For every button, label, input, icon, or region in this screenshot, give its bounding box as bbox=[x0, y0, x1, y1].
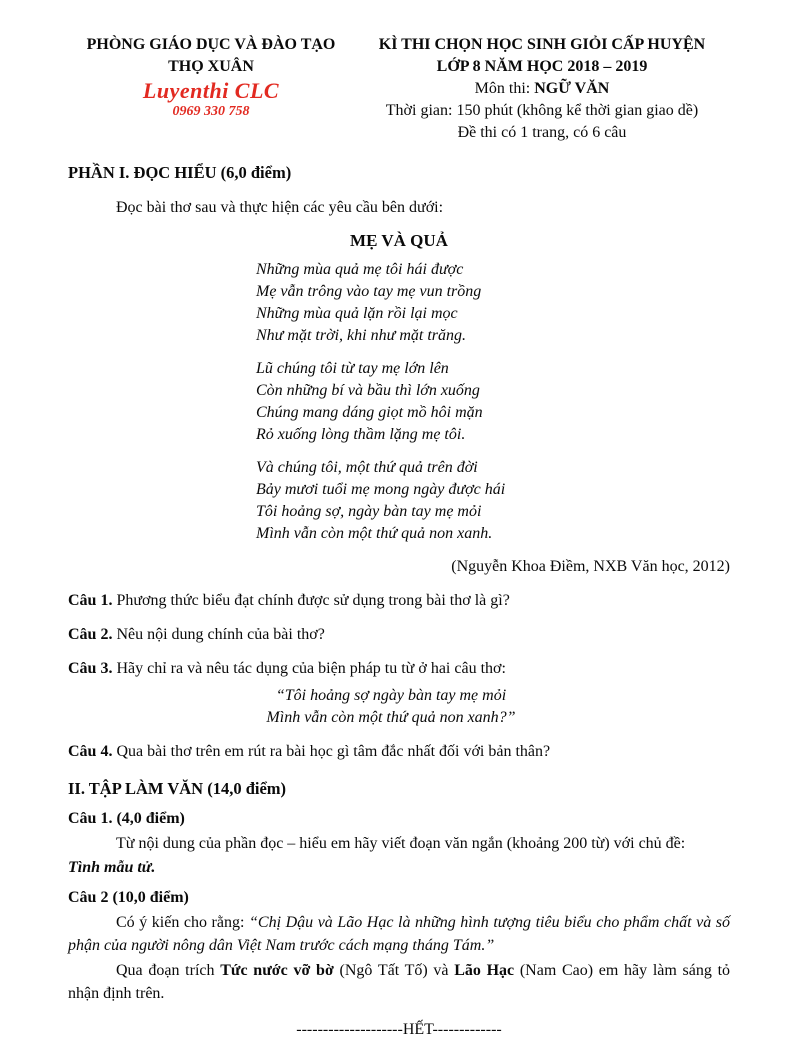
question-4-label: Câu 4. bbox=[68, 743, 113, 760]
poem bbox=[256, 259, 730, 545]
poem-stanza-2 bbox=[256, 358, 730, 446]
poem-line: Chúng mang dáng giọt mồ hôi mặn bbox=[256, 404, 483, 421]
part1-intro: Đọc bài thơ sau và thực hiện các yêu cầu bên dưới: bbox=[116, 199, 444, 216]
q2-task-seg2: (Ngô Tất Tố) và bbox=[333, 962, 455, 979]
question-1 bbox=[68, 590, 730, 612]
subject-value: NGỮ VĂN bbox=[534, 80, 610, 97]
poem-line: Mẹ vẫn trông vào tay mẹ vun trồng bbox=[256, 283, 482, 300]
question-3-quote bbox=[68, 685, 714, 729]
question-1-text: Phương thức biểu đạt chính được sử dụng trong bài thơ là gì? bbox=[116, 592, 510, 609]
part2-question-2-task bbox=[68, 959, 730, 1005]
poem-line: Như mặt trời, khi như mặt trăng. bbox=[256, 327, 466, 344]
part2-question-2-label: Câu 2 (10,0 điểm) bbox=[68, 889, 189, 906]
poem-line: Rỏ xuống lòng thầm lặng mẹ tôi. bbox=[256, 426, 466, 443]
subject-label: Môn thi: bbox=[474, 80, 535, 97]
poem-line: Những mùa quả lặn rồi lại mọc bbox=[256, 305, 458, 322]
question-3-label: Câu 3. bbox=[68, 660, 113, 677]
issuer-block bbox=[68, 34, 354, 120]
question-3 bbox=[68, 658, 730, 680]
exam-note-line: Đề thi có 1 trang, có 6 câu bbox=[457, 124, 627, 141]
q2-task-seg1: Qua đoạn trích bbox=[116, 962, 221, 979]
issuer-line2: THỌ XUÂN bbox=[168, 58, 254, 75]
poem-line: Còn những bí và bầu thì lớn xuống bbox=[256, 382, 480, 399]
q2-work-title-2: Lão Hạc bbox=[454, 962, 515, 979]
part2-question-1-label: Câu 1. (4,0 điểm) bbox=[68, 810, 185, 827]
quote-line: Mình vẫn còn một thứ quả non xanh?” bbox=[266, 709, 516, 726]
end-of-exam-marker: --------------------HẾT------------- bbox=[296, 1021, 502, 1038]
part1-heading: PHẦN I. ĐỌC HIỂU (6,0 điểm) bbox=[68, 163, 292, 182]
question-2-text: Nêu nội dung chính của bài thơ? bbox=[116, 626, 325, 643]
part2-heading: II. TẬP LÀM VĂN (14,0 điểm) bbox=[68, 779, 287, 798]
poem-line: Tôi hoảng sợ, ngày bàn tay mẹ mỏi bbox=[256, 503, 482, 520]
question-3-text: Hãy chỉ ra và nêu tác dụng của biện pháp tu từ ở hai câu thơ: bbox=[116, 660, 506, 677]
poem-stanza-1 bbox=[256, 259, 730, 347]
poem-line: Và chúng tôi, một thứ quả trên đời bbox=[256, 459, 478, 476]
poem-line: Lũ chúng tôi từ tay mẹ lớn lên bbox=[256, 360, 449, 377]
quote-line: “Tôi hoảng sợ ngày bàn tay mẹ mỏi bbox=[275, 687, 507, 704]
part2-question-1-text: Từ nội dung của phần đọc – hiểu em hãy viết đoạn văn ngắn (khoảng 200 từ) với chủ đề: bbox=[116, 835, 686, 852]
part2-question-2-statement bbox=[68, 911, 730, 957]
poem-line: Bảy mươi tuổi mẹ mong ngày được hái bbox=[256, 481, 506, 498]
exam-subject-line bbox=[354, 78, 730, 100]
question-4-text: Qua bài thơ trên em rút ra bài học gì tâm đắc nhất đối với bản thân? bbox=[116, 743, 551, 760]
exam-title-line2: LỚP 8 NĂM HỌC 2018 – 2019 bbox=[436, 58, 648, 75]
poem-stanza-3 bbox=[256, 457, 730, 545]
luyenthi-clc-logo: Luyenthi CLC bbox=[142, 78, 280, 103]
poem-attribution: (Nguyễn Khoa Điềm, NXB Văn học, 2012) bbox=[451, 558, 730, 575]
question-2 bbox=[68, 624, 730, 646]
q2-intro: Có ý kiến cho rằng: bbox=[116, 914, 249, 931]
poem-line: Những mùa quả mẹ tôi hái được bbox=[256, 261, 464, 278]
q2-work-title-1: Tức nước vỡ bờ bbox=[220, 962, 334, 979]
question-2-label: Câu 2. bbox=[68, 626, 113, 643]
exam-title-line1: KÌ THI CHỌN HỌC SINH GIỎI CẤP HUYỆN bbox=[378, 36, 706, 53]
question-1-label: Câu 1. bbox=[68, 592, 113, 609]
part2-question-1-topic: Tình mẫu tử. bbox=[68, 859, 156, 876]
logo-phone-number: 0969 330 758 bbox=[172, 104, 250, 119]
exam-title-block bbox=[354, 34, 730, 144]
q2-task-seg3: (Nam Cao) em hãy làm sáng tỏ nhận định trên. bbox=[68, 962, 731, 1002]
poem-title: MẸ VÀ QUẢ bbox=[350, 231, 448, 250]
q2-quote: “Chị Dậu và Lão Hạc là những hình tượng tiêu biểu cho phẩm chất và số phận của người nông dân Việt Nam trước cách mạng tháng Tám.” bbox=[68, 914, 731, 954]
poem-line: Mình vẫn còn một thứ quả non xanh. bbox=[256, 525, 493, 542]
document-header bbox=[68, 34, 730, 144]
issuer-line1: PHÒNG GIÁO DỤC VÀ ĐÀO TẠO bbox=[86, 36, 336, 53]
question-4 bbox=[68, 741, 730, 763]
exam-time-line: Thời gian: 150 phút (không kể thời gian giao dề) bbox=[385, 102, 699, 119]
